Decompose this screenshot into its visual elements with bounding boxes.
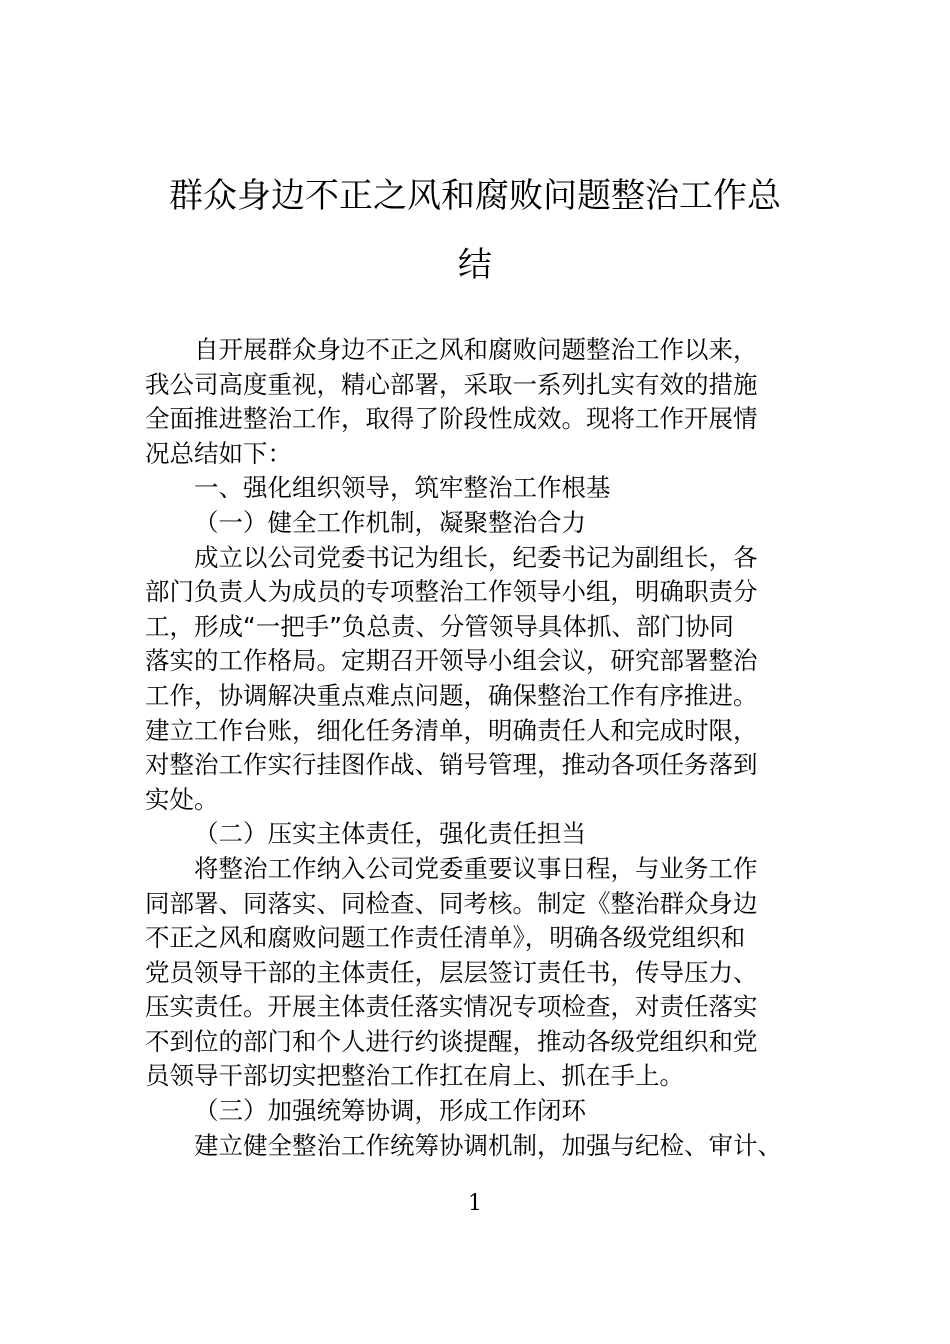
paragraph-line: 压实责任。开展主体责任落实情况专项检查，对责任落实: [145, 992, 758, 1022]
paragraph-line: 同部署、同落实、同检查、同考核。制定《整治群众身边: [145, 888, 758, 918]
paragraph-line: 不到位的部门和个人进行约谈提醒，推动各级党组织和党: [145, 1026, 758, 1056]
paragraph-line: 建立工作台账，细化任务清单，明确责任人和完成时限，: [145, 715, 758, 745]
page-number: 1: [468, 1191, 482, 1216]
paragraph-line: 员领导干部切实把整治工作扛在肩上、抓在手上。: [145, 1061, 684, 1091]
paragraph-line: 不正之风和腐败问题工作责任清单》，明确各级党组织和: [145, 923, 746, 953]
subsection-heading: （二）压实主体责任，强化责任担当: [194, 819, 586, 849]
paragraph-line: 部门负责人为成员的专项整治工作领导小组，明确职责分: [145, 577, 758, 607]
paragraph-line: 工作，协调解决重点难点问题，确保整治工作有序推进。: [145, 680, 758, 710]
paragraph-line: 我公司高度重视，精心部署，采取一系列扎实有效的措施: [145, 369, 758, 399]
document-title-line-2: 结: [458, 245, 492, 285]
paragraph-line: 党员领导干部的主体责任，层层签订责任书，传导压力、: [145, 957, 758, 987]
subsection-heading: （三）加强统筹协调，形成工作闭环: [194, 1096, 586, 1126]
subsection-heading: （一）健全工作机制，凝聚整治合力: [194, 507, 586, 537]
paragraph-line: 自开展群众身边不正之风和腐败问题整治工作以来，: [194, 335, 758, 364]
paragraph-line: 建立健全整治工作统筹协调机制，加强与纪检、审计、: [194, 1130, 782, 1160]
paragraph-line: 成立以公司党委书记为组长，纪委书记为副组长，各: [194, 542, 758, 572]
paragraph-line: 工，形成“一把手”负总责、分管领导具体抓、部门协同: [145, 611, 734, 641]
paragraph-line: 全面推进整治工作，取得了阶段性成效。现将工作开展情: [145, 404, 758, 434]
paragraph-line: 对整治工作实行挂图作战、销号管理，推动各项任务落到: [145, 750, 758, 780]
paragraph-line: 将整治工作纳入公司党委重要议事日程，与业务工作: [194, 853, 758, 883]
paragraph-line: 实处。: [145, 784, 219, 814]
section-heading: 一、强化组织领导，筑牢整治工作根基: [194, 473, 611, 503]
paragraph-line: 落实的工作格局。定期召开领导小组会议，研究部署整治: [145, 646, 758, 676]
document-title-line-1: 群众身边不正之风和腐败问题整治工作总: [169, 176, 781, 216]
document-body: [145, 333, 825, 1163]
paragraph-line: 况总结如下：: [145, 438, 292, 468]
